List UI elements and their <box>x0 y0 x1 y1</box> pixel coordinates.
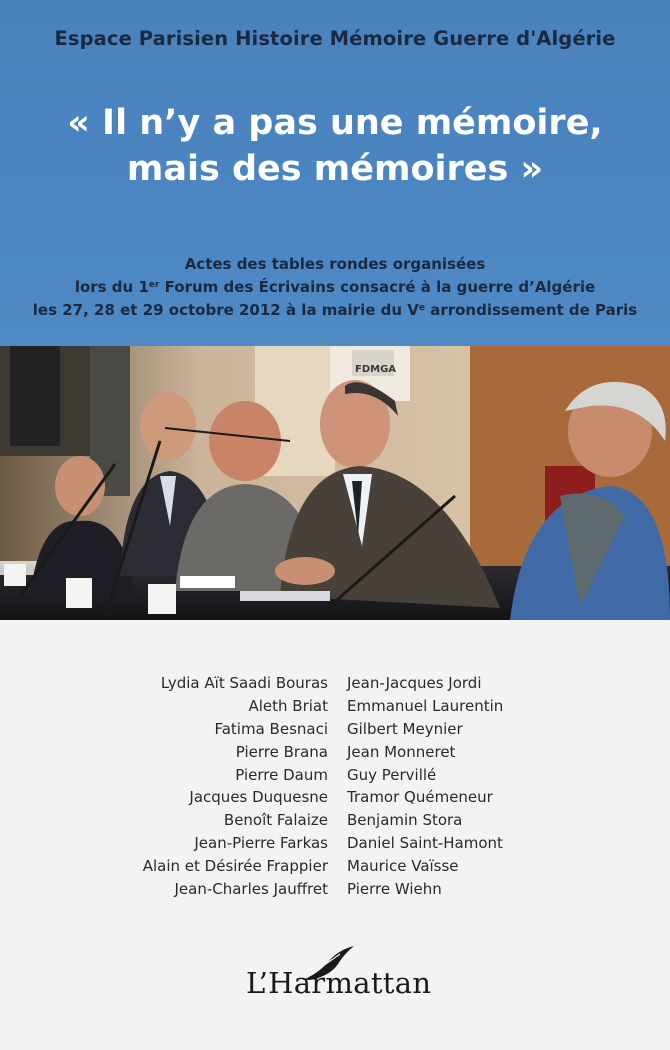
subtitle-line-2 <box>0 276 670 299</box>
publisher-name: L’Harmattan <box>246 966 432 1000</box>
author-name: Daniel Saint-Hamont <box>347 834 503 853</box>
cover-photo <box>0 346 670 620</box>
author-name: Fatima Besnaci <box>214 719 328 738</box>
organization-name: Espace Parisien Histoire Mémoire Guerre d'Algérie <box>54 27 616 50</box>
author-name: Pierre Daum <box>235 765 328 784</box>
title-line-1: « Il n’y a pas une mémoire, <box>67 103 603 143</box>
subtitle-line-1: Actes des tables rondes organisées <box>184 255 486 273</box>
subtitle-line-3-post: arrondissement de Paris <box>424 301 638 319</box>
author-name: Alain et Désirée Frappier <box>142 857 328 876</box>
author-name: Pierre Wiehn <box>347 880 442 899</box>
cover-header-band <box>0 0 670 346</box>
subtitle-line-2-post: Forum des Écrivains consacré à la guerre d’Algérie <box>159 278 596 296</box>
photo-banner-text: FDMGA <box>355 364 397 375</box>
title-line-2: mais des mémoires » <box>126 149 544 189</box>
author-column-left <box>0 672 328 901</box>
publisher-logo <box>246 940 446 1020</box>
author-name: Aleth Briat <box>248 696 328 715</box>
author-name: Gilbert Meynier <box>347 719 463 738</box>
subtitle-line-2-pre: lors du 1 <box>74 278 149 296</box>
author-name: Emmanuel Laurentin <box>347 696 504 715</box>
book-title <box>0 100 670 192</box>
subtitle-line-3 <box>0 299 670 322</box>
subtitle-line-3-pre: les 27, 28 et 29 octobre 2012 à la mairie du V <box>32 301 419 319</box>
author-name: Maurice Vaïsse <box>347 857 459 876</box>
author-name: Jean-Charles Jauffret <box>174 880 328 899</box>
subtitle-line-2-sup: er <box>148 280 160 290</box>
author-name: Jean-Jacques Jordi <box>347 674 482 692</box>
author-name: Lydia Aït Saadi Bouras <box>160 674 328 692</box>
subtitle-line-3-sup: e <box>418 303 425 313</box>
book-subtitle <box>0 253 670 322</box>
author-name: Benoît Falaize <box>223 811 328 830</box>
author-name: Jean Monneret <box>347 742 456 761</box>
author-name: Pierre Brana <box>235 742 328 761</box>
author-name: Guy Pervillé <box>347 765 437 784</box>
author-column-right <box>347 672 647 901</box>
author-name: Tramor Quémeneur <box>347 788 493 807</box>
author-name: Jean-Pierre Farkas <box>194 834 328 853</box>
round-table-photo-illustration <box>0 346 670 620</box>
author-name: Jacques Duquesne <box>189 788 328 807</box>
author-name: Benjamin Stora <box>347 811 463 830</box>
